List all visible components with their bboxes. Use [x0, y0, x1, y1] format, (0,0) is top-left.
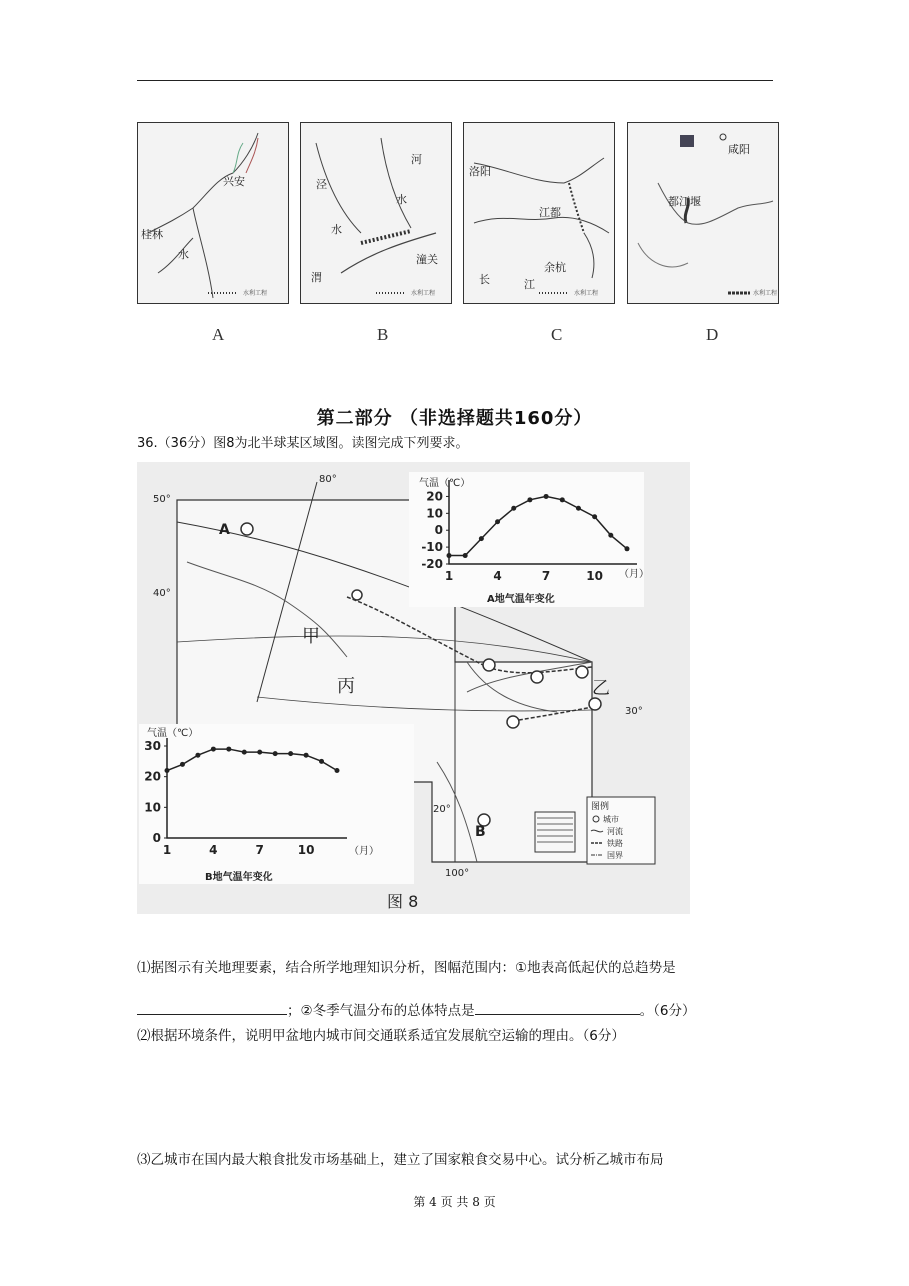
chart-b-ytick-label: 30 [144, 739, 161, 753]
chart-a-title: A地气温年变化 [487, 594, 555, 605]
place-label: 长 [479, 273, 490, 286]
chart-a-ylabel: 气温（℃） [419, 478, 471, 489]
chart-b-xtick-label: 1 [162, 843, 172, 857]
chart-a-point [511, 506, 516, 511]
place-label: 江都 [539, 206, 561, 219]
place-label: 河 [411, 153, 422, 166]
chart-b-point [211, 747, 216, 752]
chart-b-point [257, 750, 262, 755]
panel-label-a: A [212, 325, 225, 344]
map-label: A [219, 522, 230, 538]
lat-label: 30° [625, 706, 643, 717]
figure-8 [137, 462, 690, 914]
map-label: B [475, 824, 486, 840]
map-panel-d [627, 122, 779, 304]
place-label: 水 [178, 248, 189, 261]
chart-a-ytick-label: 10 [426, 506, 443, 521]
map-label: 甲 [302, 626, 320, 647]
page-footer: 第 4 页 共 8 页 [413, 1195, 496, 1209]
chart-b-point [195, 753, 200, 758]
chart-b-ytick-label: 20 [144, 769, 161, 784]
chart-a-ytick-label: 0 [434, 523, 443, 538]
chart-b-point [288, 751, 293, 756]
chart-a-xtick-label: 1 [444, 569, 454, 583]
chart-b-point [165, 768, 170, 773]
chart-b-point [242, 750, 247, 755]
answer-blank-1[interactable] [137, 1000, 287, 1015]
legend-label: 水利工程 [411, 290, 436, 297]
chart-a-point [544, 494, 549, 499]
map-label: 丙 [337, 676, 355, 697]
map-panel-b [300, 122, 452, 304]
chart-b-xunit: （月） [349, 846, 379, 857]
chart-b-point [304, 753, 309, 758]
map-panel-c [463, 122, 615, 304]
chart-b-ylabel: 气温（℃） [147, 728, 199, 739]
panel-label-b: B [377, 325, 389, 344]
legend-item-river: 河流 [607, 827, 623, 836]
map-label: 乙 [592, 678, 610, 699]
chart-a-point [463, 553, 468, 558]
chart-a-xtick-label: 10 [586, 569, 603, 583]
question-2: ⑵根据环境条件，说明甲盆地内城市间交通联系适宜发展航空运输的理由。（6分） [137, 1028, 625, 1044]
lat-label: 40° [153, 588, 171, 599]
panel-label-c: C [551, 325, 563, 344]
place-label: 水 [396, 193, 407, 206]
chart-a-point [560, 497, 565, 502]
place-label: 洛阳 [469, 165, 491, 178]
legend-label: 水利工程 [574, 290, 599, 297]
place-label: 兴安 [223, 175, 245, 188]
place-label: 咸阳 [728, 143, 750, 156]
header-rule [137, 80, 773, 81]
lat-label: 20° [433, 804, 451, 815]
question-1-line2 [137, 1000, 695, 1021]
figure-caption: 图 8 [387, 892, 419, 911]
panel-label-d: D [706, 325, 719, 344]
answer-blank-2[interactable] [475, 1000, 640, 1015]
place-label: 桂林 [141, 228, 163, 241]
map-panel-a [137, 122, 289, 304]
place-label: 水 [331, 223, 342, 236]
chart-b-ytick-label: 0 [152, 831, 161, 845]
chart-a-ytick-label: -10 [421, 540, 443, 555]
place-label: 潼关 [416, 253, 438, 266]
chart-b-xtick-label: 10 [297, 843, 315, 857]
chart-b-point [180, 762, 185, 767]
place-label: 江 [524, 278, 535, 291]
chart-b-point [335, 768, 340, 773]
chart-a-point [447, 553, 452, 558]
chart-b-title: B地气温年变化 [205, 872, 273, 883]
section-title: 第二部分 （非选择题共160分） [316, 408, 593, 429]
question-intro: 36.（36分）图8为北半球某区域图。读图完成下列要求。 [137, 436, 469, 451]
chart-a-point [527, 497, 532, 502]
question-1-text-c: 。（6分） [639, 1003, 696, 1019]
chart-a-xtick-label: 4 [493, 569, 502, 583]
chart-a-xtick-label: 7 [541, 569, 551, 583]
chart-a-point [608, 533, 613, 538]
question-1-text-b: ；②冬季气温分布的总体特点是 [287, 1003, 475, 1019]
chart-b-ytick-label: 10 [144, 800, 161, 815]
chart-a-point [625, 546, 630, 551]
legend-label: 水利工程 [243, 290, 268, 297]
lon-label: 100° [445, 868, 470, 879]
question-1-text: ⑴据图示有关地理要素，结合所学地理知识分析，图幅范围内：①地表高低起伏的总趋势是 [137, 960, 676, 976]
chart-b-xtick-label: 7 [255, 843, 264, 857]
chart-b-xtick-label: 4 [209, 843, 218, 857]
chart-b-point [273, 751, 278, 756]
chart-a-point [576, 506, 581, 511]
chart-b-point [319, 759, 324, 764]
place-label: 都江堰 [668, 195, 701, 208]
legend-item-city: 城市 [603, 815, 619, 824]
legend-item-border: 国界 [607, 851, 623, 860]
question-1 [137, 958, 777, 978]
chart-a-point [479, 536, 484, 541]
legend-label: 水利工程 [753, 290, 778, 297]
legend-item-railway: 铁路 [607, 839, 623, 848]
chart-a-point [495, 519, 500, 524]
lat-label: 50° [153, 494, 171, 505]
chart-a-ytick-label: -20 [421, 557, 443, 571]
place-label: 余杭 [544, 261, 566, 274]
lon-label: 80° [319, 474, 337, 485]
chart-a-ytick-label: 20 [426, 489, 443, 504]
chart-a-xunit: （月） [619, 569, 649, 580]
legend-title: 图例 [591, 802, 610, 812]
chart-b-point [226, 747, 231, 752]
place-label: 渭 [311, 271, 322, 284]
place-label: 泾 [316, 178, 327, 191]
question-3: ⑶乙城市在国内最大粮食批发市场基础上，建立了国家粮食交易中心。试分析乙城市布局 [137, 1152, 664, 1168]
chart-a-point [592, 514, 597, 519]
